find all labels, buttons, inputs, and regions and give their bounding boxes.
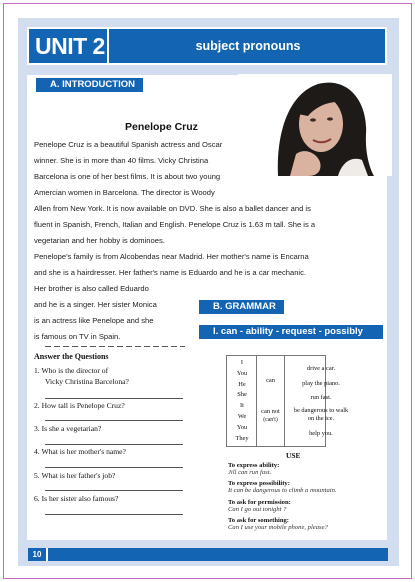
question-number: 5. <box>34 471 40 480</box>
pronoun: He <box>238 380 246 388</box>
paragraph-line: and he is a singer. Her sister Monica <box>34 300 157 309</box>
use-label: To ask for something: <box>228 517 290 524</box>
question-2 <box>34 401 125 410</box>
use-item-ability <box>228 462 279 476</box>
unit-subject: subject pronouns <box>195 39 301 53</box>
separator-dashed <box>45 346 185 347</box>
use-item-permission <box>228 499 291 513</box>
use-item-request <box>228 517 328 531</box>
question-4 <box>34 447 126 456</box>
paragraph-line: Amercian women in Barcelona. The director is Woody <box>34 188 215 197</box>
paragraph-line: fluent in Spanish, French, Italian and English. Penelope Cruz is 1.63 m tall. She is a <box>34 220 316 229</box>
answer-line <box>45 398 183 399</box>
page-footer <box>28 548 388 561</box>
section-introduction-pill: A. INTRODUCTION <box>40 78 143 92</box>
question-3 <box>34 424 101 433</box>
pronoun-column <box>228 358 256 444</box>
pronoun: We <box>237 412 247 420</box>
portrait-image <box>238 74 392 176</box>
verb-phrase: be dangerous to walk <box>293 407 349 414</box>
question-1-cont: Vicky Christina Barcelona? <box>45 377 129 386</box>
verb-phrase: on the ice. <box>307 415 335 422</box>
modal-can: can <box>266 377 275 384</box>
paragraph-line: is famous on TV in Spain. <box>34 332 121 341</box>
question-text: Is her sister also famous? <box>41 494 119 503</box>
use-example: Can I go out tonight ? <box>228 506 287 513</box>
paragraph-line: Barcelona is one of her best films. It is about two young <box>34 172 221 181</box>
question-number: 1. <box>34 366 40 375</box>
use-item-possibility <box>228 480 337 494</box>
use-example: It can be dangerous to climb a mountain. <box>228 487 337 494</box>
paragraph-line: Penelope's family is from Alcobendas near Madrid. Her mother's name is Encarna <box>34 252 309 261</box>
question-text: What is her mother's name? <box>41 447 126 456</box>
pronoun: You <box>236 423 248 431</box>
paragraph-line: vegetarian and her hobby is dominoes. <box>34 236 165 245</box>
pronoun: It <box>240 402 244 410</box>
article-title: Penelope Cruz <box>125 121 198 133</box>
table-divider <box>256 355 257 447</box>
answer-line <box>45 467 183 468</box>
answer-line <box>45 490 183 491</box>
use-example: Jill can run fast. <box>228 469 272 476</box>
verb-phrase: drive a car. <box>306 365 336 372</box>
section-grammar-pill: B. GRAMMAR <box>203 300 284 314</box>
question-1 <box>34 366 108 375</box>
portrait-photo <box>238 74 392 176</box>
pronoun: You <box>236 369 248 377</box>
answer-line <box>45 514 183 515</box>
page-number: 10 <box>28 548 48 561</box>
use-label: To express ability: <box>228 462 280 469</box>
questions-section <box>34 352 109 362</box>
pronoun: They <box>235 434 249 442</box>
table-divider <box>284 355 285 447</box>
question-number: 4. <box>34 447 40 456</box>
question-text: What is her father's job? <box>41 471 116 480</box>
paragraph-line: Allen from New York. It is now available on DVD. She is also a ballet dancer and is <box>34 204 311 213</box>
grammar-subtitle-pill: I. can - ability - request - possibly <box>203 325 383 339</box>
question-6 <box>34 494 118 503</box>
question-number: 2. <box>34 401 40 410</box>
unit-header <box>27 27 387 65</box>
questions-title: Answer the Questions <box>34 352 109 361</box>
question-text: How tall is Penelope Cruz? <box>41 401 125 410</box>
modal-cannot-short: (can't) <box>263 417 278 423</box>
use-example: Can I use your mobile phone, please? <box>228 524 328 531</box>
use-title: USE <box>286 451 301 460</box>
question-number: 3. <box>34 424 40 433</box>
verb-phrase: help you. <box>309 430 333 437</box>
paragraph-line: Her brother is also called Eduardo <box>34 284 149 293</box>
paragraph-line: Penelope Cruz is a beautiful Spanish actress and Oscar <box>34 140 223 149</box>
question-number: 6. <box>34 494 40 503</box>
question-text: Is she a vegetarian? <box>41 424 102 433</box>
pronoun: She <box>237 391 247 399</box>
verb-phrase: run fast. <box>310 394 332 401</box>
paragraph-line: is an actress like Penelope and she <box>34 316 154 325</box>
answer-line <box>45 444 183 445</box>
unit-title: UNIT 2 <box>29 29 109 63</box>
paragraph-line: winner. She is in more than 40 films. Vicky Christina <box>34 156 209 165</box>
answer-line <box>45 420 183 421</box>
use-label: To express possibility: <box>228 480 290 487</box>
question-text: Who is the director of <box>41 366 109 375</box>
modal-cannot: can not <box>261 408 280 415</box>
paragraph-line: and she is a hairdresser. Her father's name is Eduardo and he is a car mechanic. <box>34 268 307 277</box>
use-label: To ask for permission: <box>228 499 291 506</box>
question-5 <box>34 471 115 480</box>
verb-phrase: play the piano. <box>302 380 340 387</box>
pronoun: I <box>240 359 244 366</box>
